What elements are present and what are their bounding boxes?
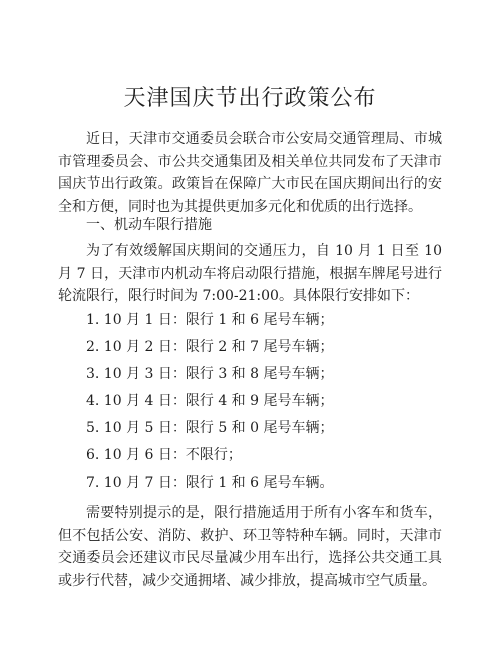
special-note-paragraph: 需要特别提示的是，限行措施适用于所有小客车和货车，但不包括公安、消防、救护、环卫等特种车辆。同时，天津市交通委员会还建议市民尽量减少用车出行，选择公共交通工具或步行代替，减少交通拥堵、减少排放，提高城市空气质量。 bbox=[58, 505, 442, 589]
document-title: 天津国庆节出行政策公布 bbox=[123, 86, 377, 111]
list-item: 4. 10 月 4 日：限行 4 和 9 尾号车辆； bbox=[86, 393, 334, 410]
restriction-description-paragraph: 为了有效缓解国庆期间的交通压力，自 10 月 1 日至 10 月 7 日，天津市内机动车将启动限行措施，根据车牌尾号进行轮流限行，限行时间为 7:00-21:00。具体限行安排如下： bbox=[58, 243, 442, 304]
list-item: 1. 10 月 1 日：限行 1 和 6 尾号车辆； bbox=[86, 312, 334, 328]
list-item: 3. 10 月 3 日：限行 3 和 8 尾号车辆； bbox=[86, 366, 334, 383]
restriction-schedule-list bbox=[58, 309, 442, 499]
list-item: 7. 10 月 7 日：限行 1 和 6 尾号车辆。 bbox=[86, 474, 334, 491]
list-item: 5. 10 月 5 日：限行 5 和 0 尾号车辆； bbox=[86, 420, 334, 437]
list-item: 2. 10 月 2 日：限行 2 和 7 尾号车辆； bbox=[86, 339, 334, 356]
intro-paragraph: 近日，天津市交通委员会联合市公安局交通管理局、市城市管理委员会、市公共交通集团及相关单位共同发布了天津市国庆节出行政策。政策旨在保障广大市民在国庆期间出行的安全和方便，同时也为其提供更加多元化和优质的出行选择。 bbox=[58, 131, 442, 215]
list-item: 6. 10 月 6 日：不限行； bbox=[86, 447, 242, 464]
section-heading-vehicle-restriction: 一、机动车限行措施 bbox=[86, 217, 212, 233]
